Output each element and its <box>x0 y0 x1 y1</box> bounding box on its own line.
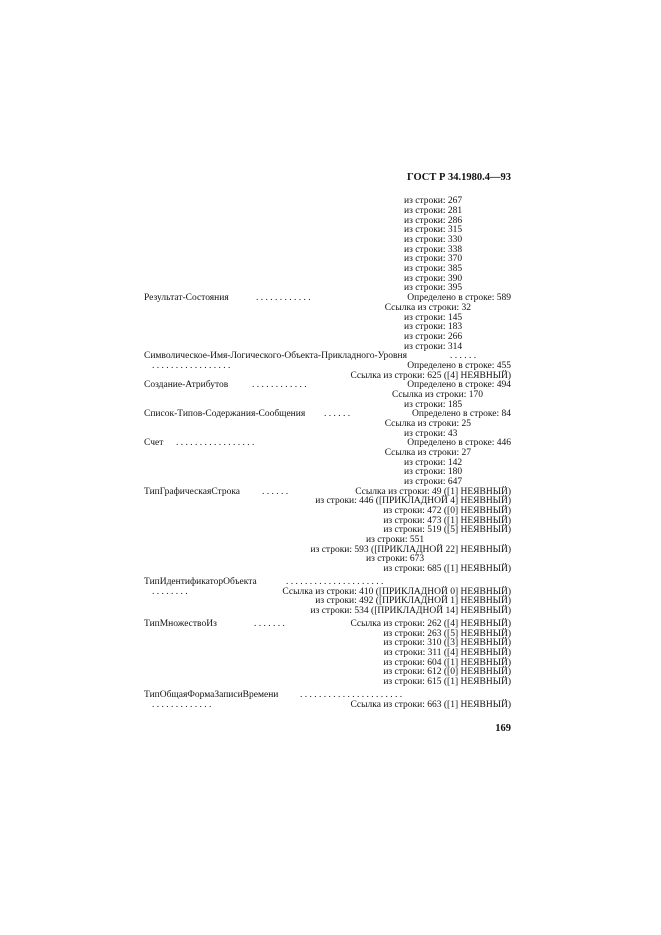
ref-line: из строки: 473 ([1] НЕЯВНЫЙ) <box>383 516 511 526</box>
ref-line: из строки: 142 <box>404 458 463 468</box>
ref-line: из строки: 286 <box>404 216 463 226</box>
ref-line: из строки: 315 <box>404 225 463 235</box>
page-number: 169 <box>495 723 511 734</box>
entry-name: Список-Типов-Содержания-Сообщения <box>144 409 306 419</box>
ref-first-line: Ссылка из строки: 625 ([4] НЕЯВНЫЙ) <box>350 371 511 381</box>
ref-line: из строки: 673 <box>366 554 425 564</box>
ref-line: из строки: 492 ([ПРИКЛАДНОЙ 1] НЕЯВНЫЙ) <box>315 596 511 606</box>
defined-line: Определено в строке: 494 <box>407 380 511 390</box>
defined-line: Определено в строке: 446 <box>407 438 511 448</box>
entry-name: ТипОбщаяФормаЗаписиВремени <box>144 690 279 700</box>
entry-name: Символическое-Имя-Логического-Объекта-Прикладного-Уровня <box>144 351 407 361</box>
ref-line: из строки: 330 <box>404 235 463 245</box>
entry-name: Счет <box>144 438 164 448</box>
ref-line: из строки: 183 <box>404 322 463 332</box>
ref-line: из строки: 446 ([ПРИКЛАДНОЙ 4] НЕЯВНЫЙ) <box>315 496 511 506</box>
ref-line: из строки: 267 <box>404 196 463 206</box>
leader-dots: . . . . . . . <box>254 619 285 629</box>
leader-dots: . . . . . . <box>324 409 351 419</box>
leader-dots: . . . . . . . . . . . . <box>252 380 307 390</box>
ref-line: из строки: 314 <box>404 342 463 352</box>
ref-first-line: Ссылка из строки: 170 <box>391 390 483 400</box>
ref-first-line: Ссылка из строки: 663 ([1] НЕЯВНЫЙ) <box>350 700 511 710</box>
entry-name: Результат-Состояния <box>144 293 229 303</box>
ref-line: из строки: 551 <box>366 535 425 545</box>
leader-dots: . . . . . . . . . . . . <box>256 293 311 303</box>
leader-dots: . . . . . . . . . . . . . . . . . <box>176 438 255 448</box>
leader-dots: . . . . . . . . <box>152 587 188 597</box>
ref-first-line: Ссылка из строки: 25 <box>384 419 471 429</box>
leader-dots: . . . . . . . . . . . . . . . . . . . . . <box>286 577 384 587</box>
leader-dots: . . . . . . . . . . . . . . . . . <box>152 361 231 371</box>
leader-dots: . . . . . . . . . . . . . <box>152 700 212 710</box>
ref-first-line: Ссылка из строки: 32 <box>384 303 471 313</box>
ref-first-line: Ссылка из строки: 27 <box>384 448 471 458</box>
ref-line: из строки: 310 ([3] НЕЯВНЫЙ) <box>383 638 511 648</box>
ref-line: из строки: 338 <box>404 245 463 255</box>
ref-line: из строки: 266 <box>404 332 463 342</box>
ref-line: из строки: 43 <box>404 429 458 439</box>
ref-line: из строки: 370 <box>404 254 463 264</box>
entry-name: Создание-Атрибутов <box>144 380 229 390</box>
ref-line: из строки: 612 ([0] НЕЯВНЫЙ) <box>383 667 511 677</box>
page-header-standard: ГОСТ Р 34.1980.4—93 <box>407 172 511 183</box>
entry-name: ТипИдентификаторОбъекта <box>144 577 257 587</box>
ref-line: из строки: 472 ([0] НЕЯВНЫЙ) <box>383 506 511 516</box>
ref-line: из строки: 685 ([1] НЕЯВНЫЙ) <box>383 564 511 574</box>
ref-line: из строки: 180 <box>404 467 463 477</box>
ref-line: из строки: 281 <box>404 206 463 216</box>
ref-line: из строки: 534 ([ПРИКЛАДНОЙ 14] НЕЯВНЫЙ) <box>310 606 511 616</box>
leader-dots: . . . . . . <box>450 351 477 361</box>
ref-line: из строки: 185 <box>404 400 463 410</box>
defined-line: Определено в строке: 84 <box>412 409 511 419</box>
ref-line: из строки: 311 ([4] НЕЯВНЫЙ) <box>383 648 511 658</box>
leader-dots: . . . . . . <box>262 487 289 497</box>
ref-line: из строки: 519 ([5] НЕЯВНЫЙ) <box>383 525 511 535</box>
ref-line: из строки: 145 <box>404 313 463 323</box>
ref-first-line: Ссылка из строки: 49 ([1] НЕЯВНЫЙ) <box>355 487 511 497</box>
ref-first-line: Ссылка из строки: 410 ([ПРИКЛАДНОЙ 0] НЕЯВНЫЙ) <box>282 587 511 597</box>
ref-line: из строки: 604 ([1] НЕЯВНЫЙ) <box>383 658 511 668</box>
entry-name: ТипМножествоИз <box>144 619 217 629</box>
ref-line: из строки: 615 ([1] НЕЯВНЫЙ) <box>383 677 511 687</box>
ref-first-line: Ссылка из строки: 262 ([4] НЕЯВНЫЙ) <box>350 619 511 629</box>
leader-dots: . . . . . . . . . . . . . . . . . . . . . . <box>300 690 403 700</box>
ref-line: из строки: 263 ([5] НЕЯВНЫЙ) <box>383 629 511 639</box>
ref-line: из строки: 647 <box>404 477 463 487</box>
entry-name: ТипГрафическаяСтрока <box>144 487 241 497</box>
ref-line: из строки: 385 <box>404 264 463 274</box>
ref-line: из строки: 593 ([ПРИКЛАДНОЙ 22] НЕЯВНЫЙ) <box>310 545 511 555</box>
ref-line: из строки: 395 <box>404 283 463 293</box>
defined-line: Определено в строке: 589 <box>407 293 511 303</box>
defined-line: Определено в строке: 455 <box>407 361 511 371</box>
ref-line: из строки: 390 <box>404 274 463 284</box>
